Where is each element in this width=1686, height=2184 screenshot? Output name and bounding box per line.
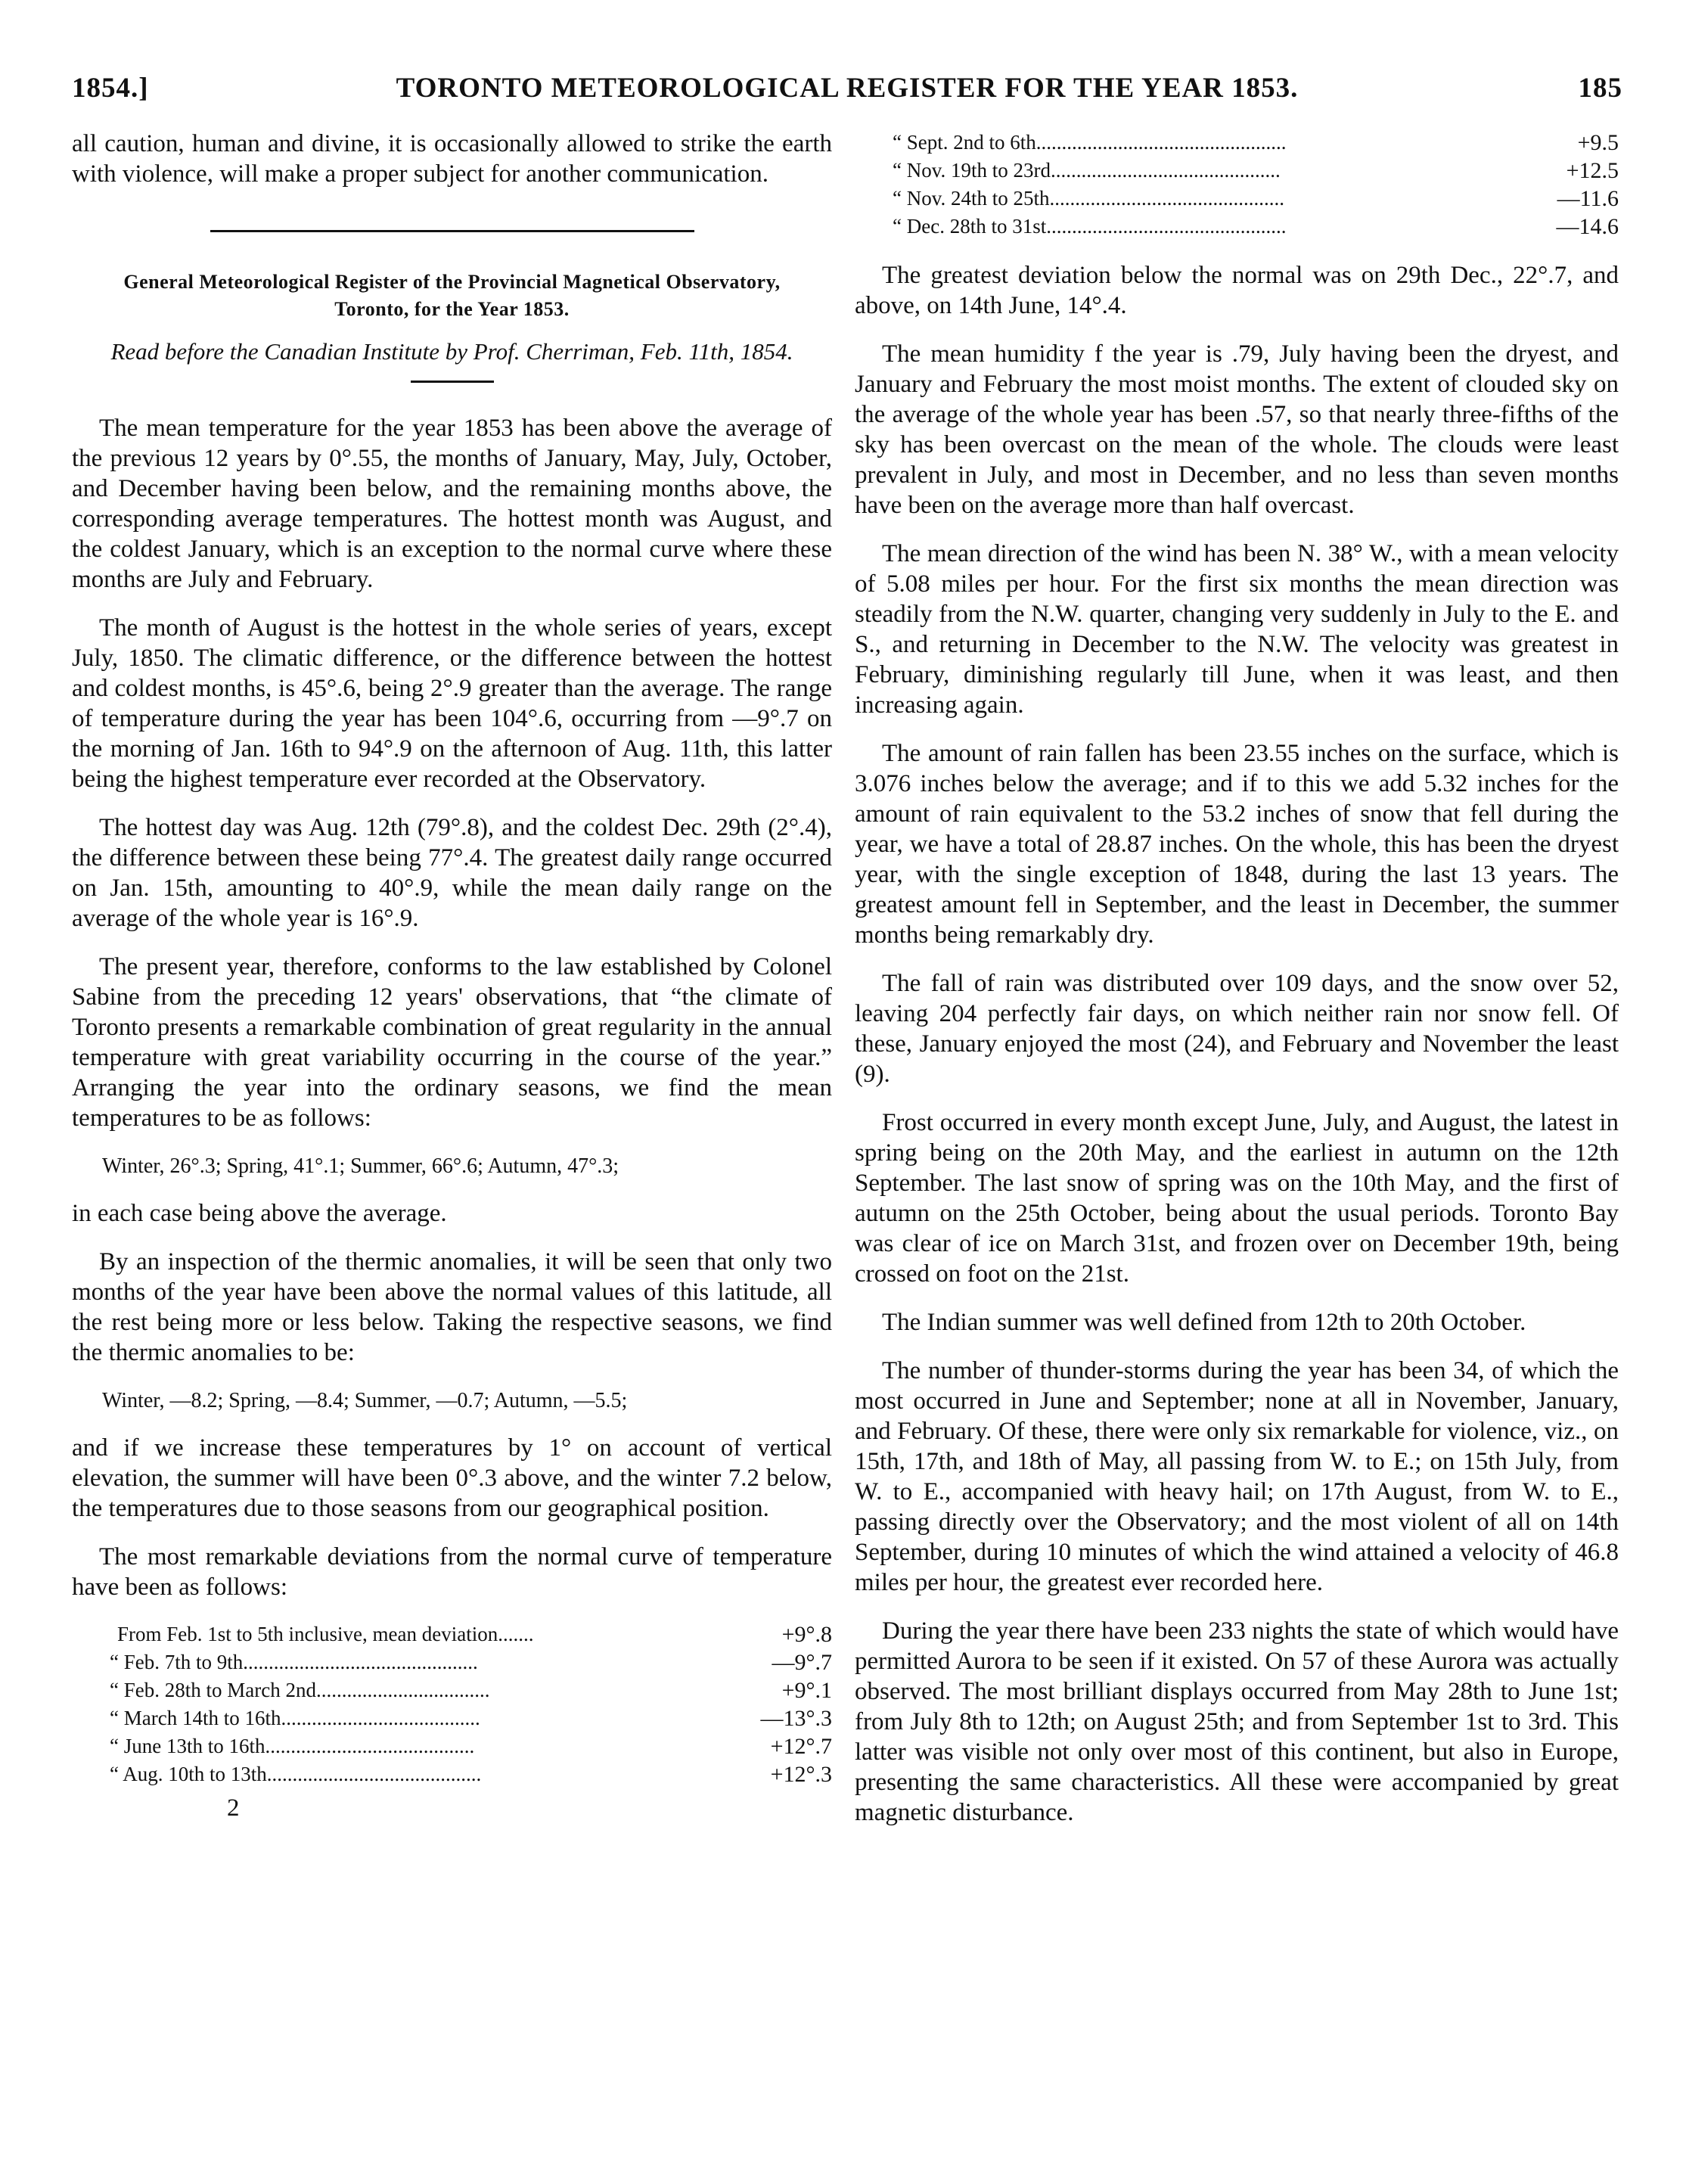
deviations-table [72, 1620, 832, 1788]
deviations-table-continued [855, 129, 1619, 241]
paragraph: and if we increase these temperatures by 1° on account of vertical elevation, the summer will have been 0°.3 above, and the winter 7.2 below, the temperatures due to those seasons from our geographical position. [72, 1434, 832, 1522]
deviation-label: From Feb. 1st to 5th inclusive, mean deviation....... [117, 1623, 534, 1645]
deviation-value: +9°.8 [781, 1622, 832, 1647]
deviation-value: —14.6 [1556, 214, 1619, 239]
paragraph: The greatest deviation below the normal was on 29th Dec., 22°.7, and above, on 14th June, 14°.4. [855, 262, 1619, 319]
paragraph: Frost occurred in every month except June, July, and August, the latest in spring being on the 20th May, and the earliest in autumn on the 12th September. The last snow of spring was on the 10th May, and the first of autumn on the 25th October, being about the usual periods. Toronto Bay was clear of ice on March 31st, and frozen over on December 19th, being crossed on foot on the 21st. [855, 1109, 1619, 1288]
table-row [855, 157, 1619, 185]
deviation-value: —11.6 [1557, 186, 1619, 211]
header-title: TORONTO METEOROLOGICAL REGISTER FOR THE YEAR 1853. [396, 73, 1299, 104]
deviation-value: +12.5 [1566, 158, 1619, 183]
table-row [855, 129, 1619, 157]
paragraph: The hottest day was Aug. 12th (79°.8), and the coldest Dec. 29th (2°.4), the difference between these being 77°.4. The greatest daily range occurred on Jan. 15th, amounting to 40°.9, while the mean daily range on the average of the whole year is 16°.9. [72, 814, 832, 932]
table-row [72, 1676, 832, 1704]
left-column [72, 129, 832, 1823]
paragraph: The mean humidity f the year is .79, July having been the dryest, and January and February the most moist months. The extent of clouded sky on the average of the whole year has been .57, so that nearly three-fifths of the sky has been overcast on the mean of the whole. The clouds were least prevalent in July, and most in December, and no less than seven months have been on the average more than half overcast. [855, 340, 1619, 519]
deviation-label: “ June 13th to 16th......................................... [110, 1735, 475, 1757]
page-number: 185 [1578, 73, 1622, 104]
deviation-label: “ Aug. 10th to 13th.......................................... [110, 1763, 482, 1785]
deviation-label: “ Feb. 7th to 9th.............................................. [110, 1651, 478, 1673]
header-year: 1854.] [72, 73, 149, 104]
read-before-line: Read before the Canadian Institute by Prof. Cherriman, Feb. 11th, 1854. [110, 338, 793, 365]
table-row [72, 1760, 832, 1788]
deviation-value: +9°.1 [781, 1678, 832, 1703]
paragraph: By an inspection of the thermic anomalies, it will be seen that only two months of the year have been above the normal values of this latitude, all the rest being more or less below. Taking the respective seasons, we find the thermic anomalies to be: [72, 1248, 832, 1366]
paragraph: The mean temperature for the year 1853 has been above the average of the previous 12 years by 0°.55, the months of January, May, July, October, and December having been below, and the remaining months above, the corresponding average temperatures. The hottest month was August, and the coldest January, which is an exception to the normal curve where these months are July and February. [72, 415, 832, 593]
deviation-value: —13°.3 [760, 1706, 832, 1731]
table-row [72, 1620, 832, 1648]
paragraph: The most remarkable deviations from the normal curve of temperature have been as follows: [72, 1543, 832, 1601]
deviation-value: +12°.7 [770, 1734, 832, 1759]
table-row [855, 213, 1619, 241]
deviation-value: +12°.3 [770, 1762, 832, 1787]
paragraph: The amount of rain fallen has been 23.55 inches on the surface, which is 3.076 inches below the average; and if to this we add 5.32 inches for the amount of rain equivalent to the 53.2 inches of snow that fell during the year, we have a total of 28.87 inches. On the whole, this has been the dryest year, with the single exception of 1848, during the last 13 years. The greatest amount fell in September, and the least in December, the summer months being remarkably dry. [855, 740, 1619, 949]
paragraph: in each case being above the average. [72, 1200, 447, 1227]
seasons-anomalies: Winter, —8.2; Spring, —8.4; Summer, —0.7; Autumn, —5.5; [102, 1389, 628, 1412]
deviation-value: +9.5 [1577, 130, 1619, 155]
deviation-label: “ Nov. 24th to 25th.............................................. [893, 187, 1284, 210]
deviation-label: “ March 14th to 16th....................................... [110, 1707, 480, 1729]
paragraph: The number of thunder-storms during the year has been 34, of which the most occurred in June and September; none at all in November, January, and February. Of these, there were only six remarkable for violence, viz., on 15th, 17th, and 18th of May, all passing from W. to E.; on 15th July, from W. to E., accompanied with heavy hail; on 17th August, from W. to E., passing directly over the Observatory; and the most violent of all on 14th September, during 10 minutes of which the wind attained a velocity of 46.8 miles per hour, the greatest ever recorded here. [855, 1357, 1619, 1596]
paragraph: The mean direction of the wind has been N. 38° W., with a mean velocity of 5.08 miles per hour. For the first six months the mean direction was steadily from the N.W. quarter, changing very suddenly in July to the E. and S., and returning in December to the N.W. The velocity was greatest in February, diminishing regularly till June, when it was least, and then increasing again. [855, 540, 1619, 719]
table-row [72, 1732, 832, 1760]
page-header [72, 72, 1622, 117]
deviation-label: “ Sept. 2nd to 6th................................................. [893, 131, 1287, 154]
paragraph: During the year there have been 233 nights the state of which would have permitted Aurora to be seen if it existed. On 57 of these Aurora was actually observed. The most brilliant displays occurred from May 28th to June 1st; from July 8th to 12th; on August 25th; and from September 1st to 3rd. This latter was visible not only over most of this continent, but also in Europe, presenting the same characteristics. All these were accompanied by great magnetic disturbance. [855, 1617, 1619, 1826]
deviation-value: —9°.7 [772, 1650, 832, 1675]
paragraph: The present year, therefore, conforms to the law established by Colonel Sabine from the preceding 12 years' observations, that “the climate of Toronto presents a remarkable combination of great regularity in the annual temperature with great variability occurring in the course of the year.” Arranging the year into the ordinary seasons, we find the mean temperatures to be as follows: [72, 953, 832, 1132]
continuation-paragraph: all caution, human and divine, it is occasionally allowed to strike the earth with violence, will make a proper subject for another communication. [72, 130, 832, 188]
paragraph: The Indian summer was well defined from 12th to 20th October. [882, 1309, 1526, 1336]
seasons-temperatures: Winter, 26°.3; Spring, 41°.1; Summer, 66°.6; Autumn, 47°.3; [102, 1154, 619, 1178]
deviation-label: “ Dec. 28th to 31st............................................... [893, 215, 1287, 238]
table-row [855, 185, 1619, 213]
paragraph: The fall of rain was distributed over 109 days, and the snow over 52, leaving 204 perfectly fair days, on which neither rain nor snow fell. Of these, January enjoyed the most (24), and February and November the least (9). [855, 970, 1619, 1088]
signature-mark: 2 [227, 1794, 240, 1822]
table-row [72, 1704, 832, 1732]
table-row [72, 1648, 832, 1676]
right-column [855, 129, 1619, 1846]
paragraph: The month of August is the hottest in the whole series of years, except July, 1850. The climatic difference, or the difference between the hottest and coldest months, is 45°.6, being 2°.9 greater than the average. The range of temperature during the year has been 104°.6, occurring from —9°.7 on the morning of Jan. 16th to 94°.9 on the afternoon of Aug. 11th, this latter being the highest temperature ever recorded at the Observatory. [72, 614, 832, 793]
deviation-label: “ Feb. 28th to March 2nd.................................. [110, 1679, 490, 1701]
article-title: General Meteorological Register of the Provincial Magnetical Observatory, Toronto, for the Year 1853. [123, 271, 781, 320]
deviation-label: “ Nov. 19th to 23rd............................................. [893, 159, 1281, 182]
